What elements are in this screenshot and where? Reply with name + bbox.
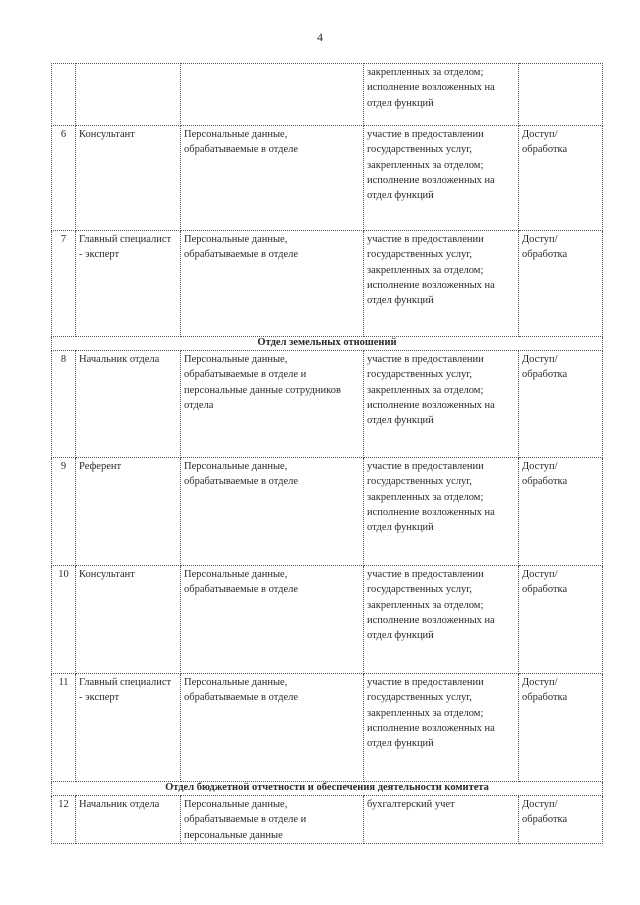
data-cell: Персональные данные, обрабатываемые в отделе — [181, 126, 364, 231]
table-row — [52, 674, 603, 782]
position-cell: Референт — [76, 458, 181, 566]
data-cell — [181, 64, 364, 126]
section-header-row — [52, 782, 603, 796]
row-number: 9 — [52, 458, 76, 566]
data-cell: Персональные данные, обрабатываемые в отделе — [181, 231, 364, 337]
section-title: Отдел бюджетной отчетности и обеспечения деятельности комитета — [52, 782, 603, 796]
access-cell — [519, 64, 603, 126]
row-number: 12 — [52, 796, 76, 844]
position-cell: Начальник отдела — [76, 351, 181, 458]
purpose-cell: бухгалтерский учет — [364, 796, 519, 844]
personal-data-access-table — [51, 63, 603, 844]
purpose-cell: участие в предоставлении государственных услуг, закрепленных за отделом; исполнение возложенных на отдел функций — [364, 231, 519, 337]
position-cell: Начальник отдела — [76, 796, 181, 844]
access-cell: Доступ/ обработка — [519, 458, 603, 566]
row-number: 8 — [52, 351, 76, 458]
data-cell: Персональные данные, обрабатываемые в отделе — [181, 674, 364, 782]
table-row — [52, 231, 603, 337]
access-cell: Доступ/ обработка — [519, 566, 603, 674]
table-row — [52, 126, 603, 231]
purpose-cell: участие в предоставлении государственных услуг, закрепленных за отделом; исполнение возложенных на отдел функций — [364, 351, 519, 458]
data-cell: Персональные данные, обрабатываемые в отделе — [181, 458, 364, 566]
purpose-cell: участие в предоставлении государственных услуг, закрепленных за отделом; исполнение возложенных на отдел функций — [364, 674, 519, 782]
section-header-row — [52, 337, 603, 351]
position-cell: Главный специалист - эксперт — [76, 231, 181, 337]
table-row — [52, 351, 603, 458]
table-row — [52, 566, 603, 674]
access-cell: Доступ/ обработка — [519, 231, 603, 337]
access-cell: Доступ/ обработка — [519, 126, 603, 231]
table-row — [52, 458, 603, 566]
row-number: 11 — [52, 674, 76, 782]
position-cell: Консультант — [76, 566, 181, 674]
position-cell: Консультант — [76, 126, 181, 231]
purpose-cell: участие в предоставлении государственных услуг, закрепленных за отделом; исполнение возложенных на отдел функций — [364, 126, 519, 231]
row-number: 7 — [52, 231, 76, 337]
purpose-cell: закрепленных за отделом; исполнение возложенных на отдел функций — [364, 64, 519, 126]
row-number — [52, 64, 76, 126]
purpose-cell: участие в предоставлении государственных услуг, закрепленных за отделом; исполнение возложенных на отдел функций — [364, 566, 519, 674]
table-row — [52, 796, 603, 844]
access-cell: Доступ/ обработка — [519, 351, 603, 458]
access-cell: Доступ/ обработка — [519, 796, 603, 844]
page-number: 4 — [317, 30, 323, 44]
position-cell — [76, 64, 181, 126]
section-title: Отдел земельных отношений — [52, 337, 603, 351]
data-cell: Персональные данные, обрабатываемые в отделе и персональные данные сотрудников отдела — [181, 351, 364, 458]
data-cell: Персональные данные, обрабатываемые в отделе — [181, 566, 364, 674]
data-cell: Персональные данные, обрабатываемые в отделе и персональные данные — [181, 796, 364, 844]
row-number: 6 — [52, 126, 76, 231]
row-number: 10 — [52, 566, 76, 674]
purpose-cell: участие в предоставлении государственных услуг, закрепленных за отделом; исполнение возложенных на отдел функций — [364, 458, 519, 566]
table-row — [52, 64, 603, 126]
position-cell: Главный специалист - эксперт — [76, 674, 181, 782]
access-cell: Доступ/ обработка — [519, 674, 603, 782]
